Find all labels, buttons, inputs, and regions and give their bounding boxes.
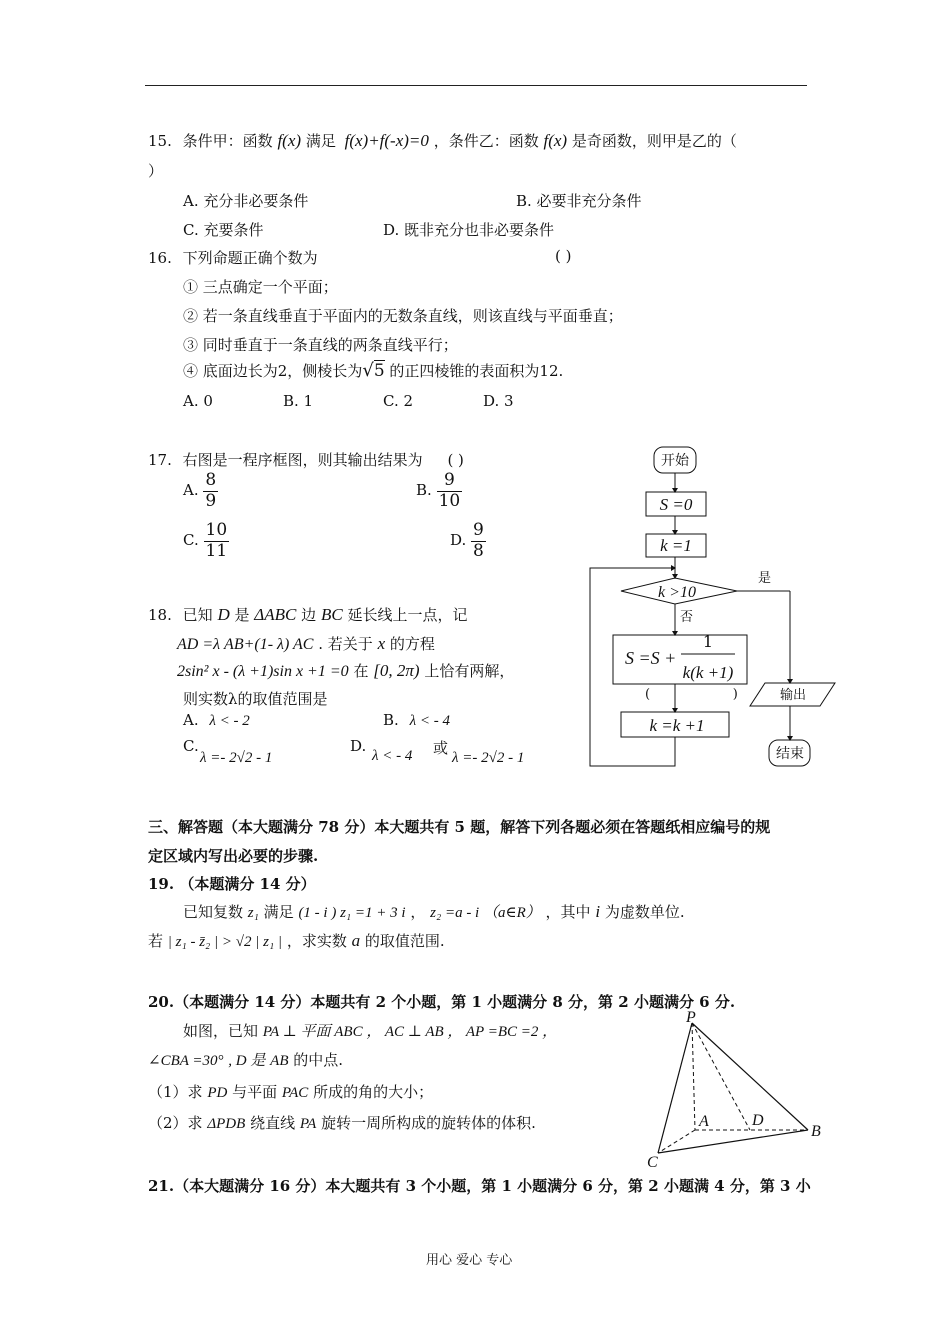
q16-option-c: C. 2	[383, 392, 414, 410]
q18-option-d-or: 或	[433, 739, 449, 757]
q18-option-a: A. λ < - 2	[183, 711, 250, 729]
flow-update-den: k(k +1)	[682, 663, 734, 682]
flow-k1-label: k =1	[660, 536, 692, 555]
q15-option-a: A. 充分非必要条件	[183, 192, 309, 210]
q18-option-d2: λ =- 2√2 - 1	[452, 750, 525, 766]
point-A: A	[699, 1113, 709, 1130]
q20-head: 20.（本题满分 14 分）本题共有 2 个小题，第 1 小题满分 8 分，第 2 小题满分 6 分.	[148, 993, 736, 1011]
q18-option-c-label: C.	[183, 737, 199, 755]
section3-line2: 定区域内写出必要的步骤.	[148, 847, 319, 865]
q18-option-c: λ =- 2√2 - 1	[200, 750, 273, 766]
q21-head: 21.（本大题满分 16 分）本大题共有 3 个小题，第 1 小题满分 6 分，第 2 小题满 4 分，第 3 小	[148, 1177, 811, 1195]
pyramid-figure	[640, 1008, 830, 1173]
flow-update-lhs: S =S +	[625, 648, 677, 668]
q18-option-d1: λ < - 4	[372, 748, 413, 764]
q19-head: 19. （本题满分 14 分）	[148, 875, 316, 893]
flow-blank-paren: ( )	[645, 687, 738, 702]
point-P: P	[686, 1009, 696, 1026]
page-footer: 用心 爱心 专心	[426, 1253, 513, 1268]
q15-option-d: D. 既非充分也非必要条件	[383, 221, 555, 239]
section3-line1: 三、解答题（本大题满分 78 分）本大题共有 5 题，解答下列各题必须在答题纸相应编号的规	[148, 818, 771, 836]
flow-output-label: 输出	[780, 688, 807, 703]
q15-option-b: B. 必要非充分条件	[516, 192, 642, 210]
edge-PB	[692, 1023, 808, 1130]
point-C: C	[647, 1154, 658, 1171]
flow-incr-label: k =k +1	[649, 716, 705, 735]
edge-PC	[658, 1023, 692, 1153]
flow-end-label: 结束	[776, 746, 804, 762]
q18-line4: 则实数λ的取值范围是	[183, 690, 328, 708]
q16-item-4: ④ 底面边长为2，侧棱长为√5 的正四棱锥的表面积为12.	[183, 360, 564, 381]
edge-CB	[658, 1130, 808, 1153]
q20-part2: （2）求 ΔPDB 绕直线 PA 旋转一周所构成的旋转体的体积.	[148, 1114, 536, 1132]
flowchart	[585, 440, 845, 775]
q16-option-d: D. 3	[483, 392, 514, 410]
edge-PA	[692, 1023, 695, 1130]
q18-line1: 18. 已知 D 是 ΔABC 边 BC 延长线上一点，记	[148, 605, 468, 624]
q20-line1: 如图，已知 PA ⊥ 平面 ABC ， AC ⊥ AB ， AP =BC =2 ，	[183, 1022, 558, 1040]
header-rule	[145, 85, 807, 86]
q15-close: ）	[148, 162, 164, 180]
q17-option-c: C. $\frac{10}{11}$	[183, 520, 228, 561]
q20-part1: （1）求 PD 与平面 PAC 所成的角的大小；	[148, 1083, 434, 1101]
q16-paren: ( )	[555, 247, 572, 265]
fraction: $\frac{9}{8}$	[473, 520, 484, 561]
q16-stem: 16. 下列命题正确个数为	[148, 249, 318, 267]
q18-line3: 2sin² x - (λ +1)sin x +1 =0 在 [0, 2π) 上恰有两解，	[177, 661, 515, 680]
point-D: D	[752, 1112, 764, 1129]
q20-line2: ∠CBA =30° , D 是 AB 的中点.	[148, 1051, 344, 1069]
flow-cond-label: k >10	[658, 584, 696, 601]
flow-no-label: 否	[680, 610, 694, 625]
q16-option-a: A. 0	[183, 392, 213, 410]
q17-option-a: A. $\frac{8}{9}$	[183, 470, 217, 511]
q17-option-b: B. $\frac{9}{10}$	[416, 470, 461, 511]
q16-option-b: B. 1	[283, 392, 314, 410]
q16-item-1: ① 三点确定一个平面；	[183, 278, 338, 296]
sqrt-sign: √	[362, 360, 374, 381]
q18-option-d-label: D.	[350, 737, 367, 755]
q16-item-2: ② 若一条直线垂直于平面内的无数条直线，则该直线与平面垂直；	[183, 307, 623, 325]
fraction: $\frac{10}{11}$	[205, 520, 228, 561]
fraction: $\frac{9}{10}$	[438, 470, 461, 511]
q15-line1: 15. 条件甲：函数 f(x) 满足 f(x)+f(-x)=0 ，条件乙：函数 f(x) 是奇函数，则甲是乙的（	[148, 131, 737, 150]
flow-s0-label: S =0	[659, 495, 693, 514]
q17-option-d: D. $\frac{9}{8}$	[450, 520, 484, 561]
fraction: $\frac{8}{9}$	[205, 470, 217, 511]
q18-line2: AD =λ AB+(1- λ) AC . 若关于 x 的方程	[177, 634, 435, 653]
point-B: B	[811, 1123, 821, 1140]
q18-option-b: B. λ < - 4	[383, 711, 450, 729]
q16-item-3: ③ 同时垂直于一条直线的两条直线平行；	[183, 336, 458, 354]
q19-line1: 已知复数 z₁ 满足 (1 - i ) z₁ =1 + 3 i ， z₂ =a - i （a∈R） ，其中 i 为虚数单位.	[183, 902, 685, 921]
flow-yes-label: 是	[758, 571, 772, 586]
q17-stem: 17. 右图是一程序框图，则其输出结果为 ( )	[148, 451, 464, 469]
flow-start-label: 开始	[661, 453, 689, 469]
q15-option-c: C. 充要条件	[183, 221, 264, 239]
q19-line2: 若 | z₁ - z̄₂ | > √2 | z₁ | ，求实数 a 的取值范围.	[148, 931, 445, 950]
flow-update-num: 1	[702, 632, 714, 651]
